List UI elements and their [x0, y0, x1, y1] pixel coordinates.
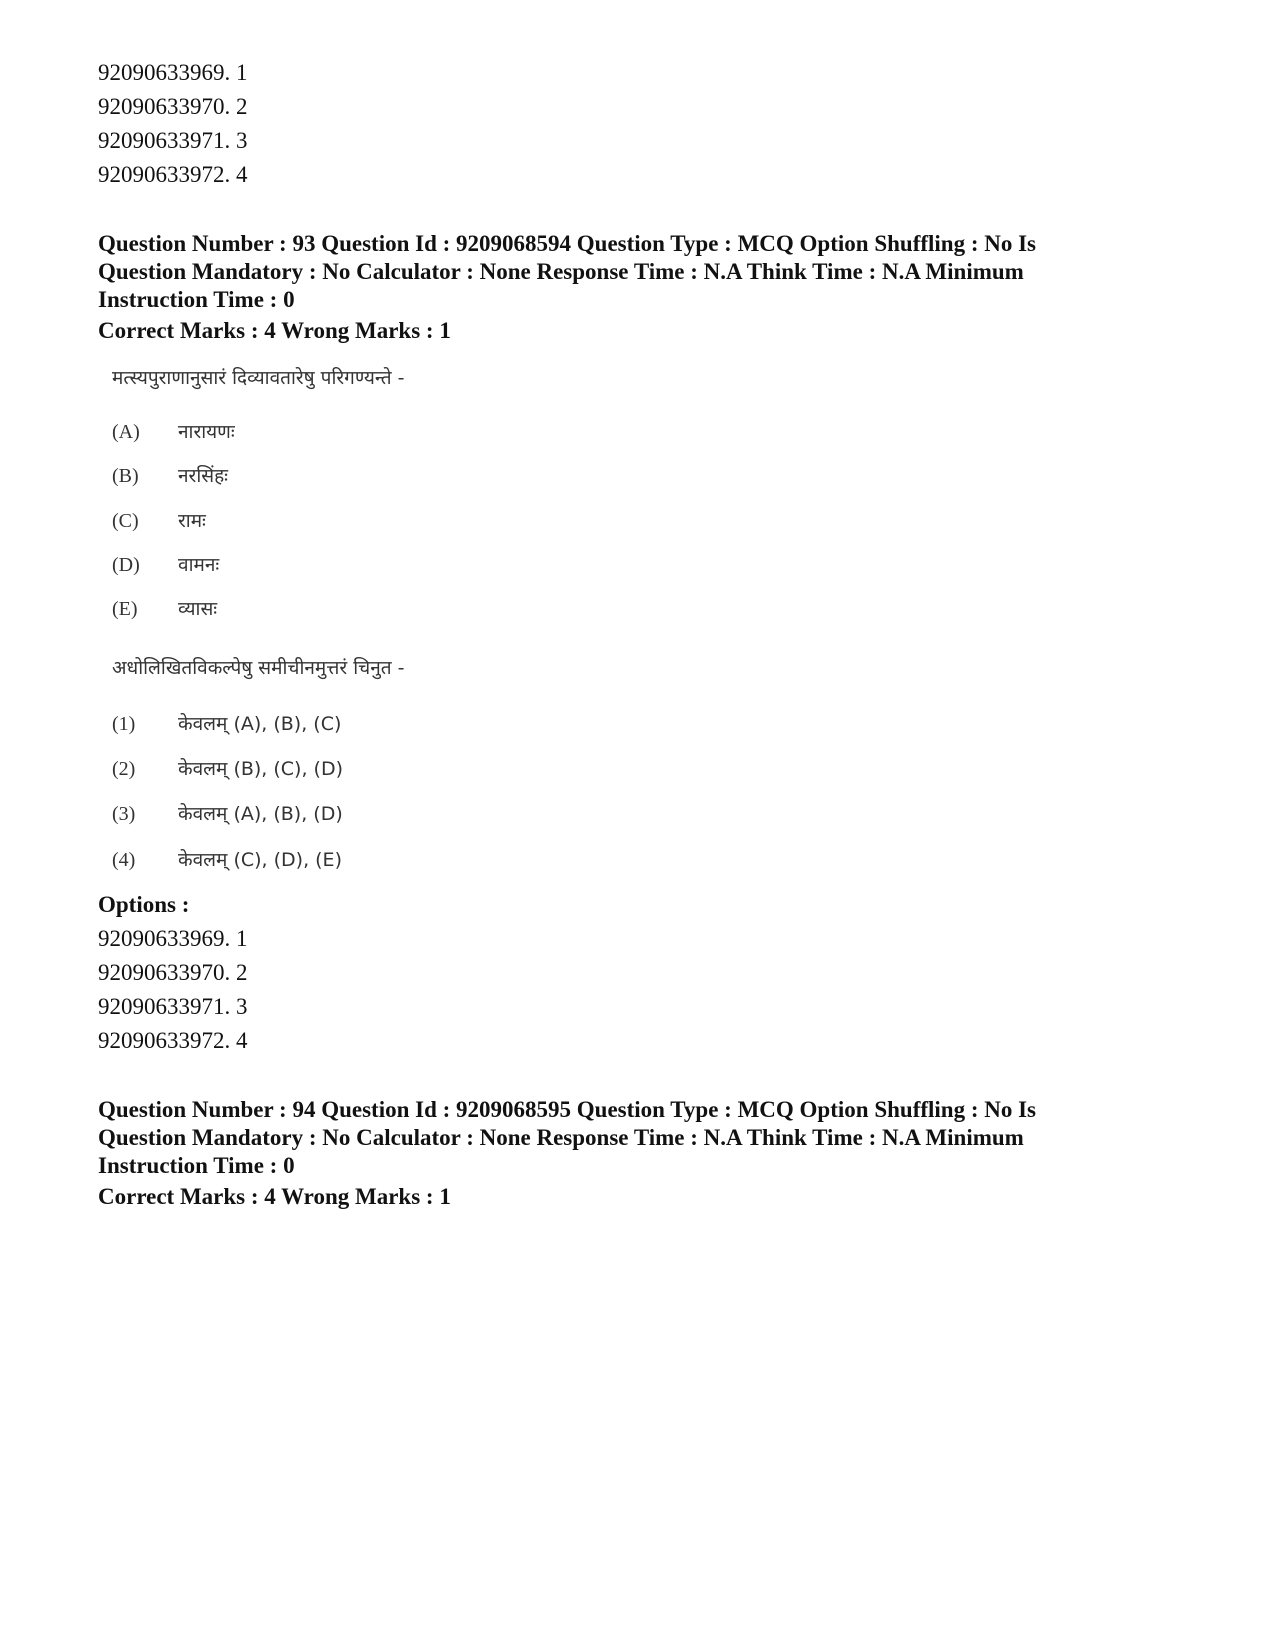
question-94-header: [98, 1096, 1178, 1180]
choice-1: [112, 710, 341, 736]
statement-text: नरसिंहः: [178, 465, 229, 487]
header-line: Question Number : 94 Question Id : 9209068595 Question Type : MCQ Option Shuffling : No Is: [98, 1097, 1037, 1122]
option-line: 92090633972. 4: [98, 162, 248, 187]
statement-text: व्यासः: [178, 598, 218, 620]
choice-4: [112, 846, 342, 872]
choice-label: (3): [112, 803, 136, 825]
statement-text: वामनः: [178, 554, 220, 576]
statement-label: (D): [112, 554, 140, 576]
question-93-options: [98, 922, 248, 1058]
choice-text: केवलम् (B), (C), (D): [178, 758, 344, 780]
choice-text: केवलम् (A), (B), (C): [178, 713, 342, 735]
option-line: 92090633970. 2: [98, 960, 248, 985]
header-line: Question Mandatory : No Calculator : None Response Time : N.A Think Time : N.A Minimum: [98, 259, 1024, 284]
header-line: Question Number : 93 Question Id : 9209068594 Question Type : MCQ Option Shuffling : No Is: [98, 231, 1037, 256]
statement-label: (B): [112, 465, 139, 487]
statement-label: (C): [112, 510, 139, 532]
statement-b: [112, 462, 228, 488]
question-93-marks: Correct Marks : 4 Wrong Marks : 1: [98, 318, 451, 343]
instruction-text: अधोलिखितविकल्पेषु समीचीनमुत्तरं चिनुत -: [112, 657, 405, 679]
question-text: मत्स्यपुराणानुसारं दिव्यावतारेषु परिगण्यन्ते -: [112, 367, 405, 389]
option-line: 92090633971. 3: [98, 128, 248, 153]
statement-e: [112, 595, 217, 621]
question-93-header: [98, 230, 1178, 314]
statement-d: [112, 551, 219, 577]
question-94-marks: Correct Marks : 4 Wrong Marks : 1: [98, 1184, 451, 1209]
choice-label: (2): [112, 758, 136, 780]
previous-question-options: [98, 56, 248, 192]
option-line: 92090633971. 3: [98, 994, 248, 1019]
choice-2: [112, 755, 343, 781]
statement-text: रामः: [178, 510, 206, 532]
choice-3: [112, 800, 343, 826]
statement-text: नारायणः: [178, 421, 235, 443]
option-line: 92090633969. 1: [98, 926, 248, 951]
option-line: 92090633972. 4: [98, 1028, 248, 1053]
choice-text: केवलम् (C), (D), (E): [178, 849, 342, 871]
options-title: Options :: [98, 892, 190, 917]
option-line: 92090633969. 1: [98, 60, 248, 85]
statement-c: [112, 507, 206, 533]
statement-a: [112, 418, 235, 444]
statement-label: (E): [112, 598, 138, 620]
choice-label: (4): [112, 849, 136, 871]
choice-text: केवलम् (A), (B), (D): [178, 803, 343, 825]
header-line: Instruction Time : 0: [98, 1153, 295, 1178]
statement-label: (A): [112, 421, 140, 443]
option-line: 92090633970. 2: [98, 94, 248, 119]
header-line: Question Mandatory : No Calculator : None Response Time : N.A Think Time : N.A Minimum: [98, 1125, 1024, 1150]
choice-label: (1): [112, 713, 136, 735]
header-line: Instruction Time : 0: [98, 287, 295, 312]
